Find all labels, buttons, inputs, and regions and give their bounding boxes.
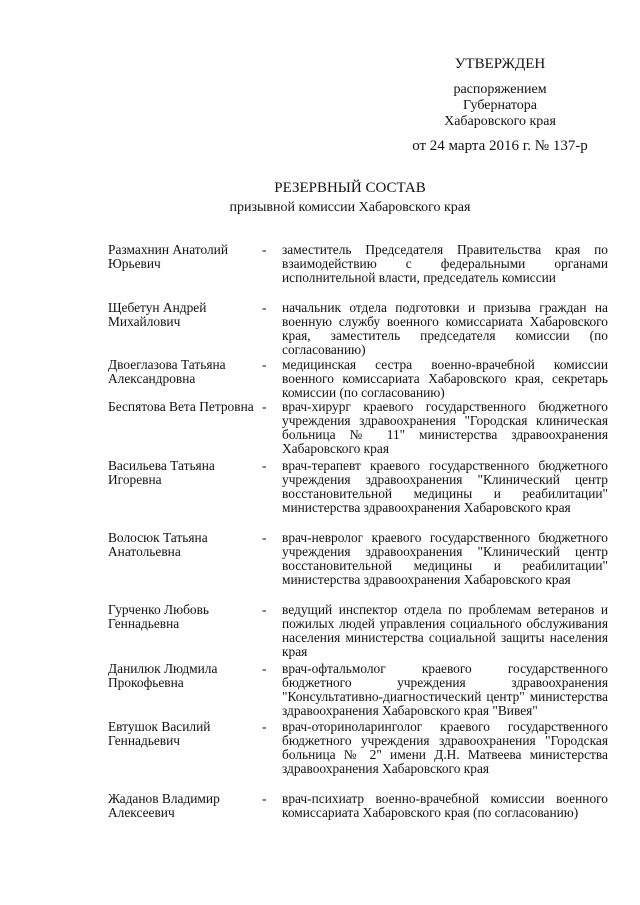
member-row [108,792,608,826]
document-heading [0,178,640,218]
member-name: Волосюк Татьяна Анатольевна [108,530,208,559]
member-name: Васильева Татьяна Игоревна [108,458,215,487]
member-name: Двоеглазова Татьяна Александровна [108,357,226,386]
approval-date: от 24 марта 2016 г. № 137-р [412,138,588,154]
member-row [108,358,608,400]
member-role: врач-оториноларинголог краевого государственного бюджетного учреждения здравоохранения "Городская больница № 2" имени Д.Н. Матвеева министерства здравоохранения Хабаровского края [282,719,608,776]
member-dash: - [262,458,267,473]
member-dash: - [262,791,267,806]
member-name: Жаданов Владимир Алексеевич [108,791,220,820]
approval-block [380,56,620,154]
member-dash: - [262,530,267,545]
approval-line-2: Губернатора [462,98,538,113]
member-role: врач-психиатр военно-врачебной комиссии военного комиссариата Хабаровского края (по согласованию) [282,791,608,820]
member-dash: - [262,242,267,257]
member-dash: - [262,300,267,315]
document-subtitle: призывной комиссии Хабаровского края [229,200,471,215]
approval-line-1: распоряжением [453,82,547,97]
member-name: Размахнин Анатолий Юрьевич [108,242,228,271]
member-role: врач-офтальмолог краевого государственного бюджетного учреждения здравоохранения "Консультативно-диагностический центр" министерства здравоохранения Хабаровского края "Вивея" [282,661,608,718]
member-role: начальник отдела подготовки и призыва граждан на военную службу военного комиссариата Хабаровского края, заместитель председателя комиссии (по согласованию) [282,300,608,357]
approval-line-3: Хабаровского края [444,114,556,129]
member-row [108,720,608,792]
member-name: Евтушок Василий Геннадьевич [108,719,211,748]
member-role: врач-терапевт краевого государственного бюджетного учреждения здравоохранения "Клинический центр восстановительной медицины и реабилитации" министерства здравоохранения Хабаровского края [282,458,608,515]
member-row [108,301,608,358]
member-dash: - [262,602,267,617]
member-role: врач-невролог краевого государственного бюджетного учреждения здравоохранения "Клинический центр восстановительной медицины и реабилитации" министерства здравоохранения Хабаровского края [282,530,608,587]
member-row [108,459,608,531]
approval-title: УТВЕРЖДЕН [454,56,546,72]
member-row [108,243,608,301]
member-dash: - [262,661,267,676]
member-row [108,400,608,459]
member-dash: - [262,719,267,734]
member-dash: - [262,357,267,372]
member-name: Беспятова Вета Петровна [108,399,254,414]
members-list [108,243,608,826]
member-name: Данилюк Людмила Прокофьевна [108,661,218,690]
member-name: Щебетун Андрей Михайлович [108,300,207,329]
member-row [108,531,608,603]
member-name: Гурченко Любовь Геннадьевна [108,602,210,631]
member-row [108,662,608,720]
member-role: врач-хирург краевого государственного бюджетного учреждения здравоохранения "Городская клиническая больница № 11" министерства здравоохранения Хабаровского края [282,399,608,456]
member-role: ведущий инспектор отдела по проблемам ветеранов и пожилых людей управления социального обслуживания населения министерства социальной защиты населения края [282,602,608,659]
member-row [108,603,608,662]
document-title: РЕЗЕРВНЫЙ СОСТАВ [274,180,426,196]
member-role: медицинская сестра военно-врачебной комиссии военного комиссариата Хабаровского края, секретарь комиссии (по согласованию) [282,357,608,400]
member-dash: - [262,399,267,414]
member-role: заместитель Председателя Правительства края по взаимодействию с федеральными органами исполнительной власти, председатель комиссии [282,242,608,285]
